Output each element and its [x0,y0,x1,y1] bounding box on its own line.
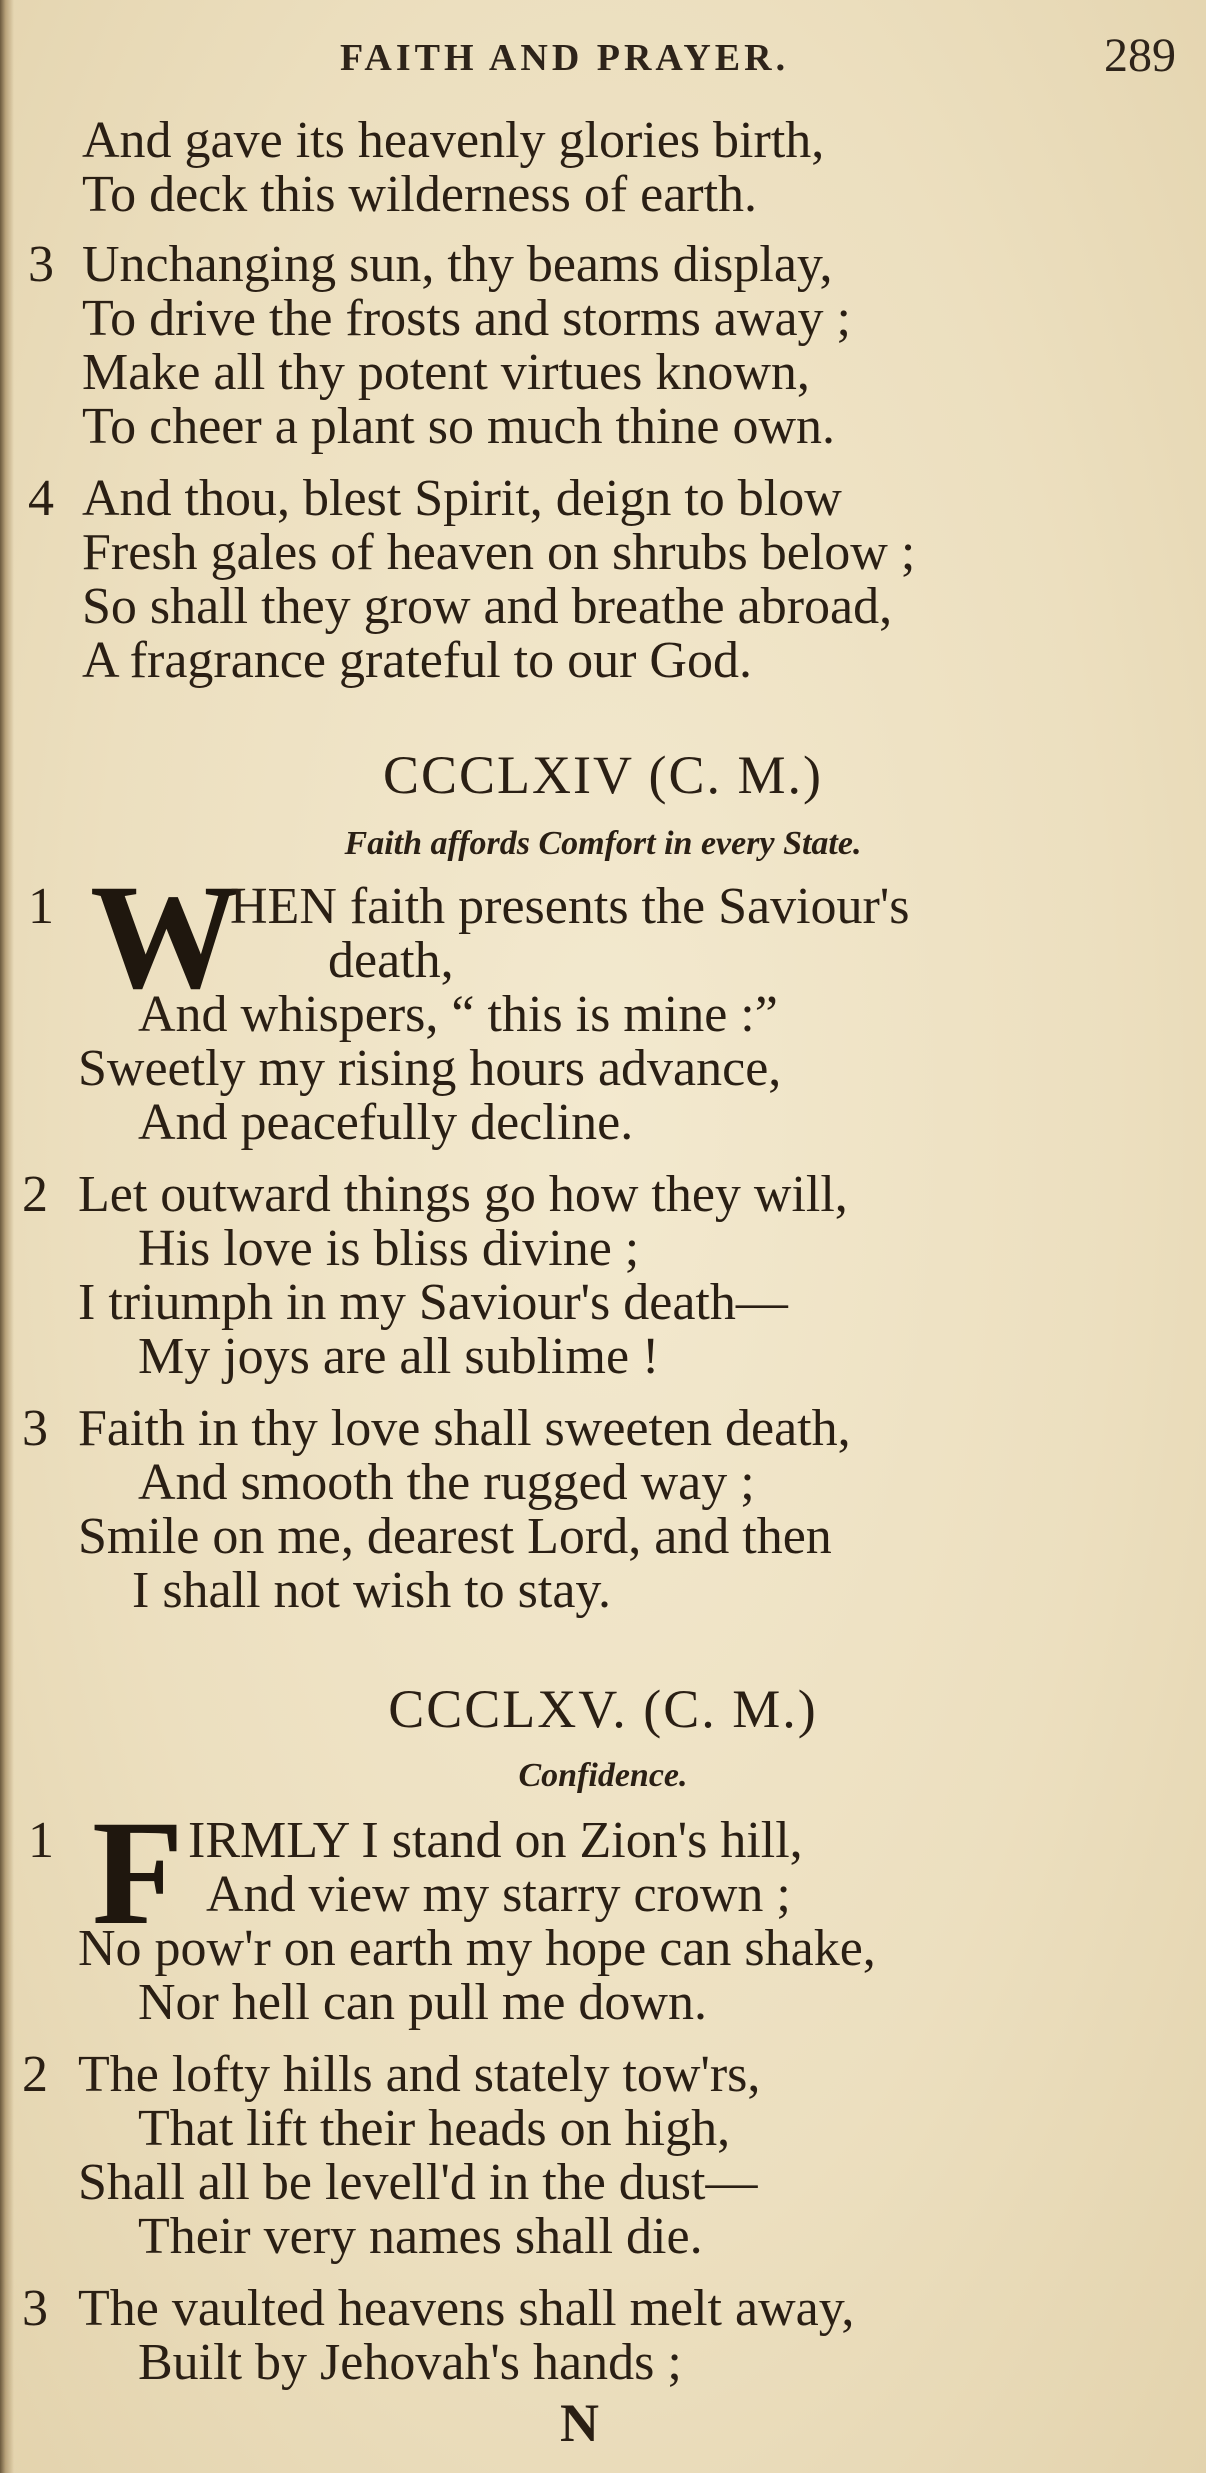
page-header [0,28,1206,88]
hymn-365-title: CCCLXV. (C. M.) [388,1679,818,1739]
verse-line: The vaulted heavens shall melt away, [78,2280,855,2337]
verse-line: To cheer a plant so much thine own. [82,398,836,455]
printers-signature-mark: N [560,2393,599,2453]
verse-line: I shall not wish to stay. [132,1562,612,1619]
verse-line: So shall they grow and breathe abroad, [82,578,893,635]
verse-line: And view my starry crown ; [206,1866,791,1923]
stanza-number: 4 [28,470,54,527]
verse-line: And thou, blest Spirit, deign to blow [82,470,842,527]
verse-line: That lift their heads on high, [138,2100,731,2157]
verse-line: Fresh gales of heaven on shrubs below ; [82,524,916,581]
verse-line: My joys are all sublime ! [138,1328,660,1385]
verse-line: And peacefully decline. [138,1094,634,1151]
verse-line: Make all thy potent virtues known, [82,344,810,401]
stanza-number: 2 [22,2046,48,2103]
verse-line: And whispers, “ this is mine :” [138,986,778,1043]
verse-line: Smile on me, dearest Lord, and then [78,1508,832,1565]
stanza-number: 1 [28,878,54,935]
verse-line: His love is bliss divine ; [138,1220,640,1277]
verse-line: And smooth the rugged way ; [138,1454,755,1511]
verse-line: Their very names shall die. [138,2208,703,2265]
hymn-365-subtitle: Confidence. [518,1757,688,1794]
verse-line: Built by Jehovah's hands ; [138,2334,682,2391]
stanza-number: 3 [22,1400,48,1457]
verse-line: death, [328,932,454,989]
stanza-number: 1 [28,1812,54,1869]
verse-line: IRMLY I stand on Zion's hill, [188,1812,803,1869]
verse-line: Shall all be levell'd in the dust— [78,2154,758,2211]
verse-line: A fragrance grateful to our God. [82,632,752,689]
verse-line: HEN faith presents the Saviour's [230,878,910,935]
verse-line: To drive the frosts and storms away ; [82,290,851,347]
verse-line: And gave its heavenly glories birth, [82,112,825,169]
verse-line: No pow'r on earth my hope can shake, [78,1920,876,1977]
hymn-364-subtitle: Faith affords Comfort in every State. [344,825,862,862]
page-number: 289 [1104,29,1176,82]
verse-line: Let outward things go how they will, [78,1166,848,1223]
verse-line: The lofty hills and stately tow'rs, [78,2046,761,2103]
drop-cap: W [90,854,240,1020]
verse-line: Nor hell can pull me down. [138,1974,707,2031]
verse-line: I triumph in my Saviour's death— [78,1274,788,1331]
drop-cap: F [92,1790,184,1956]
stanza-number: 3 [28,236,54,293]
stanza-number: 2 [22,1166,48,1223]
stanza-number: 3 [22,2280,48,2337]
verse-line: Faith in thy love shall sweeten death, [78,1400,851,1457]
verse-line: Sweetly my rising hours advance, [78,1040,782,1097]
verse-line: Unchanging sun, thy beams display, [82,236,833,293]
verse-line: To deck this wilderness of earth. [82,166,758,223]
running-title: FAITH AND PRAYER. [340,37,790,79]
hymn-364-title: CCCLXIV (C. M.) [382,745,824,805]
